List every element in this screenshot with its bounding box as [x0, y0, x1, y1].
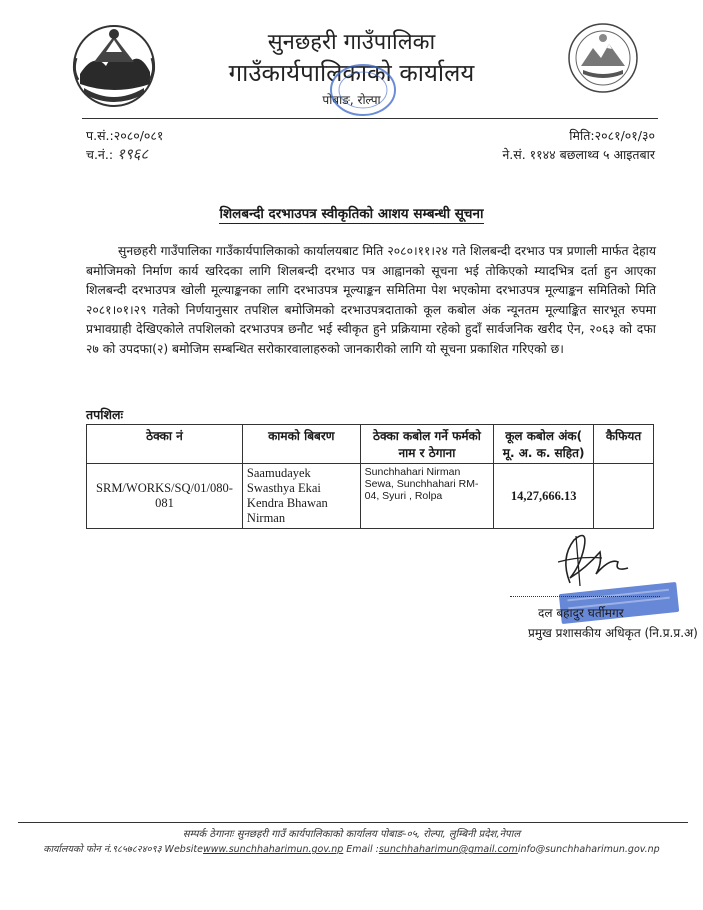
cell-contract-no: SRM/WORKS/SQ/01/080-081	[87, 464, 243, 529]
col-header-amount: कूल कबोल अंक( मू. अ. क. सहित)	[494, 425, 594, 464]
footer-email-link-2[interactable]: info@sunchhaharimun.gov.np	[517, 844, 660, 855]
schedule-table	[86, 424, 654, 529]
footer-address: सम्पर्क ठेगानाः सुनछहरी गाउँ कार्यपालिकाको कार्यालय पोबाङ-०५, रोल्पा, लुम्बिनी प्रदेश,नेपाल	[182, 829, 521, 840]
dispatch-number-row	[86, 145, 163, 164]
reference-block	[86, 126, 163, 164]
table-header-row	[87, 425, 654, 464]
col-header-firm: ठेक्का कबोल गर्ने फर्मको नाम र ठेगाना	[360, 425, 494, 464]
signatory-name: दल बहादुर घर्तीमगर	[538, 606, 624, 620]
col-header-work: कामको बिबरण	[242, 425, 360, 464]
signatory-title: प्रमुख प्रशासकीय अधिकृत (नि.प्र.प्र.अ)	[528, 626, 698, 640]
date: मिति:२०८१/०१/३०	[569, 128, 655, 143]
footer-phone: कार्यालयको फोन नं.९८५७८२४०९३	[43, 844, 162, 855]
notice-body	[86, 242, 656, 360]
header-divider	[82, 118, 658, 119]
office-name: गाउँकार्यपालिकाको कार्यालय	[228, 59, 475, 87]
footer-email-link[interactable]: sunchhaharimun@gmail.com	[378, 844, 518, 855]
signature-line	[510, 596, 660, 597]
cell-remarks	[594, 464, 654, 529]
footer-email-label: Email :	[346, 844, 379, 855]
subject-text: शिलबन्दी दरभाउपत्र स्वीकृतिको आशय सम्बन्धी सूचना	[219, 206, 484, 222]
cell-amount: 14,27,666.13	[494, 464, 594, 529]
municipality-name: सुनछहरी गाउँपालिका	[267, 30, 436, 55]
footer-divider	[18, 822, 688, 823]
cell-firm: Sunchhahari Nirman Sewa, Sunchhahari RM-04, Syuri , Rolpa	[360, 464, 494, 529]
col-header-remarks: कैफियत	[594, 425, 654, 464]
dispatch-label: च.नं.:	[86, 147, 114, 162]
table-row	[87, 464, 654, 529]
footer-website-label: Website	[164, 844, 203, 855]
cell-work: Saamudayek Swasthya Ekai Kendra Bhawan Nirman	[242, 464, 360, 529]
office-place: पोबाङ, रोल्पा	[322, 93, 381, 107]
body-paragraph: सुनछहरी गाउँपालिका गाउँकार्यपालिकाको कार्यालयबाट मिति २०८०।११।२४ गते शिलबन्दी दरभाउ पत्र प्रणाली मार्फत देहाय बमोजिमको निर्माण कार्य खरिदका लागि शिलबन्दी दरभाउ पत्र आह्वानको सूचना भई तोकिएको म्यादभित्र दर्ता हुन आएका शिलबन्दी दरभाउपत्र खोली मूल्याङ्कनका लागि दरभाउपत्र मूल्याङ्कन समितिमा पेश भएकोमा दरभाउपत्र मूल्याङ्कन समितिको मिति २०८१।०१।२९ गतेको निर्णयानुसार तपशिल बमोजिमको दरभाउपत्रदाताको कूल कबोल अंक न्यूनतम मूल्याङ्कित सारभूत रुपमा प्रभावग्राही देखिएकोले तपशिलको दरभाउपत्र छनौट भई स्वीकृत हुने प्रक्रियामा रहेको हुदाँ सार्वजनिक खरीद ऐन, २०६३ को दफा २७ को उपदफा(२) बमोजिम सम्बन्धित सरोकारवालाहरुको जानकारीको लागि यो सूचना प्रकाशित गरिएको छ।	[86, 244, 656, 356]
round-office-stamp-icon	[328, 62, 398, 118]
date-block	[502, 126, 655, 164]
schedule-label: तपशिलः	[86, 407, 123, 422]
handwritten-signature-icon	[540, 528, 635, 590]
footer-contact	[0, 842, 703, 855]
col-header-contract-no: ठेक्का नं	[87, 425, 243, 464]
footer-website-link[interactable]: www.sunchhaharimun.gov.np	[202, 844, 344, 855]
nepal-sambat-date: ने.सं. ११४४ बछलाथ्व ५ आइतबार	[502, 147, 655, 162]
notice-subject	[0, 204, 703, 222]
dispatch-number: १९६८	[117, 145, 149, 163]
ref-number: प.सं.:२०८०/०८१	[86, 128, 164, 143]
